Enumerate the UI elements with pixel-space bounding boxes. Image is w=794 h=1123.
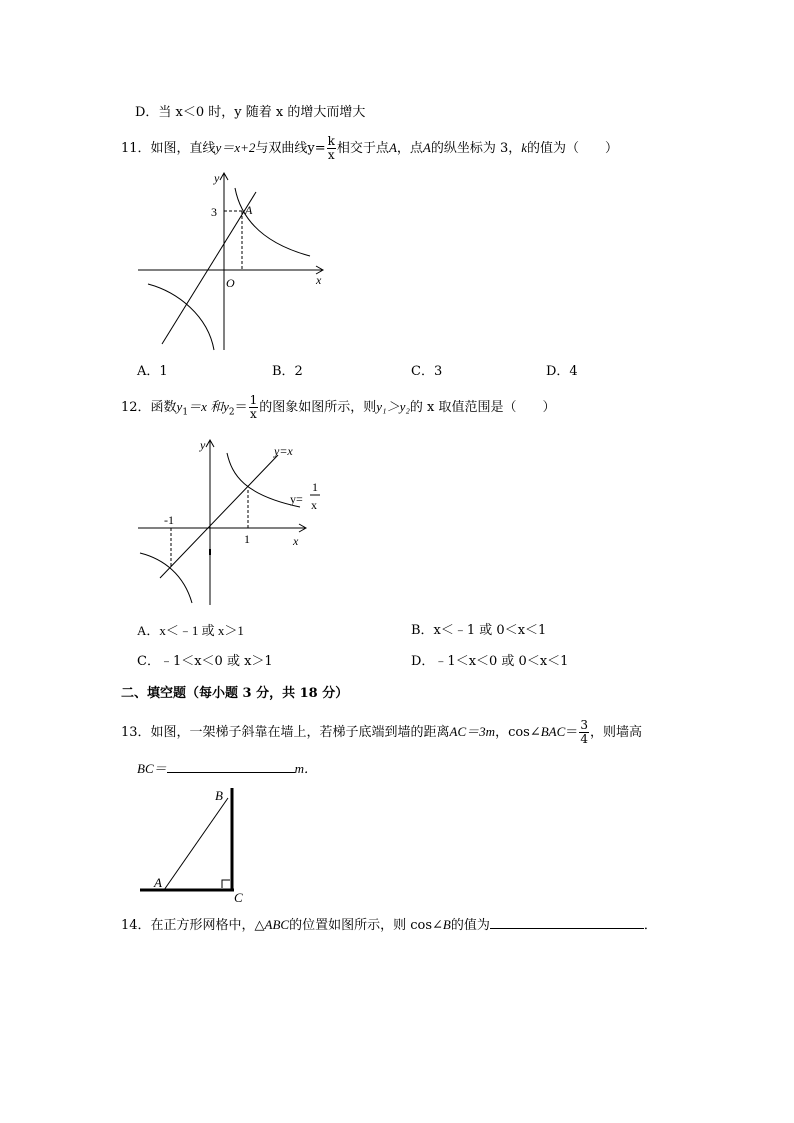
q11-stem <box>121 130 618 167</box>
q13-ladder <box>164 798 228 890</box>
q11-fraction <box>327 135 336 162</box>
q12-label-neg1: -1 <box>164 513 174 527</box>
q11-frac-den: x <box>327 148 335 162</box>
q13-ac: AC＝3m <box>449 724 496 739</box>
q12-y2: y <box>223 399 229 414</box>
q11-mid2: 相交于点 <box>336 141 389 156</box>
q12-label-line: y=x <box>274 444 293 458</box>
q11-yeq: y= <box>307 141 326 156</box>
q13-graph <box>136 784 256 906</box>
q13-label-b: B <box>215 788 223 803</box>
q13-frac-num: 3 <box>580 718 588 732</box>
q14-stem <box>121 914 657 936</box>
q14-b: B <box>442 917 451 932</box>
q12-option-c: C．﹣1＜x＜0 或 x＞1 <box>137 654 273 669</box>
q12-label-curve-y: y= <box>290 492 303 506</box>
q11-prefix: 11．如图，直线 <box>121 141 216 156</box>
q12-fraction <box>249 394 259 421</box>
q10-option-d: D．当 x＜0 时，y 随着 x 的增大而增大 <box>135 105 366 120</box>
q11-graph <box>130 168 340 356</box>
q12-eq2: ＝ <box>234 400 248 415</box>
q12-graph <box>130 435 350 610</box>
q12-label-y: y <box>200 438 206 452</box>
q11-mid1: 与双曲线 <box>255 141 308 156</box>
q13-text1: 13．如图，一架梯子斜靠在墙上，若梯子底端到墙的距离 <box>121 725 450 740</box>
q13-label-a: A <box>154 875 162 890</box>
q13-text2: ，cos∠ <box>495 725 541 740</box>
q13-bac: BAC <box>540 724 566 739</box>
q13-fraction <box>579 719 589 746</box>
q13-right-angle-icon <box>222 880 230 888</box>
q12-label-x: x <box>293 534 299 548</box>
q11-label-x: x <box>316 273 322 287</box>
q12-frac-den: x <box>250 407 257 421</box>
q11-mid4: 的纵坐标为 3， <box>430 141 522 156</box>
q13-blank[interactable] <box>167 758 295 773</box>
q11-option-a: A．1 <box>137 364 168 379</box>
q11-label-a: A <box>245 203 253 217</box>
q11-point-a: A <box>388 140 397 155</box>
q12-option-b: B．x＜﹣1 或 0＜x＜1 <box>411 623 547 638</box>
q13-bc: BC＝ <box>137 761 167 776</box>
section-2-title: 二、填空题（每小题 3 分，共 18 分） <box>121 686 349 701</box>
q12-label-1: 1 <box>244 532 250 546</box>
q12-compare: y₁＞y₂ <box>376 399 410 414</box>
q12-line-y-eq-x <box>160 455 278 578</box>
q11-option-b: B．2 <box>272 364 303 379</box>
q11-k: k <box>521 140 528 155</box>
q12-option-d: D．﹣1＜x＜0 或 0＜x＜1 <box>411 654 569 669</box>
q14-text2: 的位置如图所示，则 cos∠ <box>289 918 443 933</box>
q11-end: 的值为（ ） <box>527 141 619 156</box>
q11-mid3: ，点 <box>396 141 423 156</box>
q14-end: ． <box>643 918 657 933</box>
q11-frac-num: k <box>327 134 335 148</box>
q14-blank[interactable] <box>490 914 644 929</box>
q12-label-curve-den: x <box>311 498 317 512</box>
q11-hyperbola-q1 <box>235 188 310 256</box>
q11-label-y: y <box>214 171 220 185</box>
q13-text3: ，则墙高 <box>589 725 642 740</box>
q11-label-3: 3 <box>211 205 217 219</box>
q12-label-curve-num: 1 <box>312 480 318 494</box>
q14-text3: 的值为 <box>450 918 490 933</box>
q12-eq1: ＝x 和 <box>188 399 224 414</box>
q12-option-a: A．x＜﹣1 或 x＞1 <box>137 623 244 638</box>
q11-hyperbola-q3 <box>148 284 214 350</box>
q12-stem: 12．函数$y_1=x$ 和$y_2=$ $\frac{1}{x}$ 的图象如图所示，则y₁＞y₂的 x 取值范围是（ ） <box>121 393 556 421</box>
q11-point-a-2: A <box>422 140 431 155</box>
q13-eq: ＝ <box>565 725 579 740</box>
q11-label-o: O <box>226 276 235 290</box>
q12-mid: 的图象如图所示，则 <box>259 400 377 415</box>
q12-frac-num: 1 <box>249 393 258 407</box>
q11-option-c: C．3 <box>411 364 443 379</box>
q12-end: 的 x 取值范围是（ ） <box>409 400 556 415</box>
q13-answer-line <box>137 758 317 780</box>
q13-frac-den: 4 <box>580 732 588 746</box>
q14-abc: ABC <box>264 917 290 932</box>
q13-label-c: C <box>234 890 243 905</box>
q12-hyperbola-q3 <box>140 553 192 603</box>
q12-prefix: 12．函数 <box>121 400 177 415</box>
q14-text1: 14．在正方形网格中，△ <box>121 918 265 933</box>
q13-stem <box>121 714 642 751</box>
q11-option-d: D．4 <box>546 364 578 379</box>
q11-line-eq: y＝x+2 <box>215 140 256 155</box>
q13-unit: m． <box>294 761 318 776</box>
q12-y1: y <box>176 399 183 414</box>
